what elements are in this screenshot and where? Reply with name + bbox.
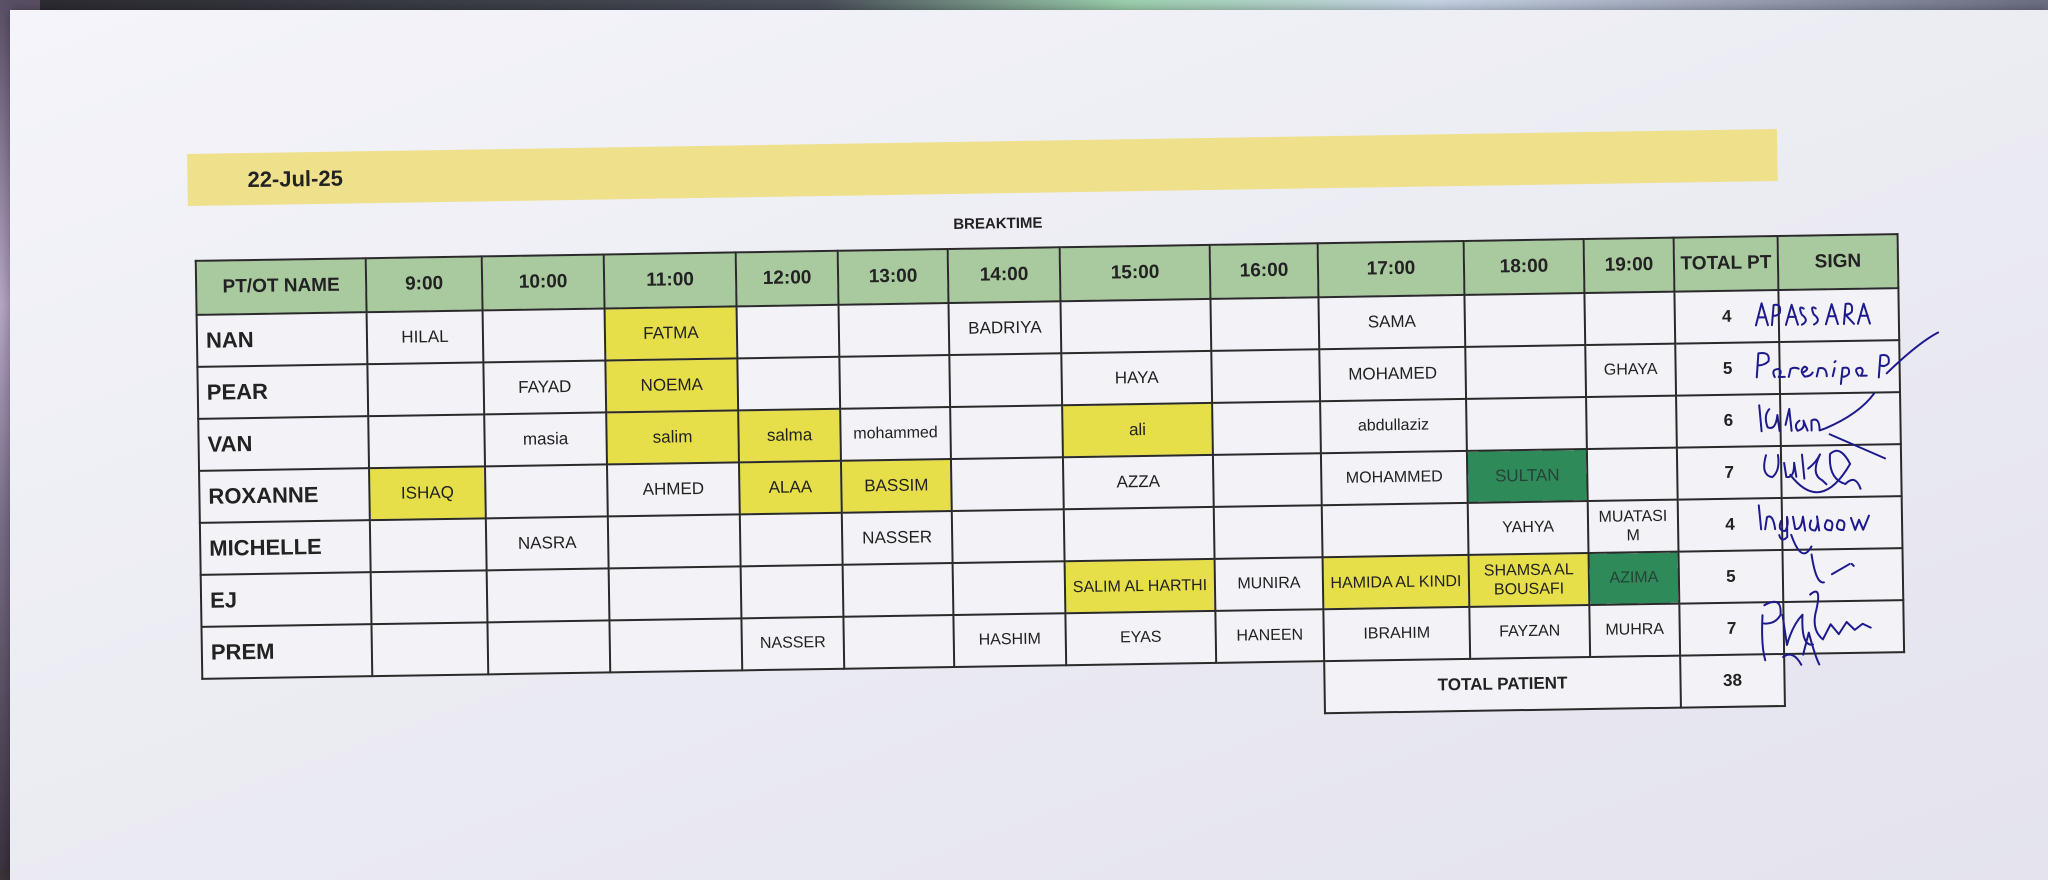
total-pt-cell: 7 — [1679, 602, 1784, 656]
total-pt-cell: 5 — [1675, 342, 1780, 396]
header-18: 18:00 — [1464, 239, 1585, 295]
slot-cell: HANEEN — [1215, 609, 1324, 663]
slot-cell: EYAS — [1065, 611, 1216, 665]
slot-cell: SAMA — [1318, 295, 1465, 349]
header-14: 14:00 — [948, 247, 1061, 303]
slot-cell — [1465, 345, 1586, 399]
slot-cell: YAHYA — [1468, 501, 1589, 555]
signature-idulan — [1759, 393, 1885, 460]
slot-cell: MOHAMED — [1319, 347, 1466, 401]
slot-cell — [608, 514, 741, 568]
slot-cell: SALIM AL HARTHI — [1065, 559, 1216, 613]
therapist-name: VAN — [198, 416, 369, 471]
slot-cell: HAMIDA AL KINDI — [1323, 555, 1470, 609]
slot-cell: NASSER — [741, 617, 844, 671]
slot-cell: ALAA — [739, 461, 842, 515]
slot-cell — [740, 513, 843, 567]
handwritten-signatures — [1747, 282, 1953, 675]
therapist-name: PEAR — [197, 364, 368, 419]
schedule-sheet — [187, 121, 2016, 740]
header-15: 15:00 — [1060, 245, 1211, 301]
therapist-name: EJ — [201, 572, 372, 627]
slot-cell — [737, 305, 840, 359]
slot-cell — [371, 570, 488, 624]
slot-cell: ali — [1062, 403, 1213, 457]
breaktime-heading: BREAKTIME — [953, 214, 1043, 233]
slot-cell: BADRIYA — [948, 301, 1061, 355]
date-bar — [187, 129, 1778, 206]
therapist-name: NAN — [197, 312, 368, 367]
slot-cell — [950, 405, 1063, 459]
signature-parenipa — [1756, 333, 1939, 386]
header-9: 9:00 — [366, 256, 483, 312]
slot-cell: GHAYA — [1585, 344, 1676, 397]
total-pt-cell: 7 — [1677, 446, 1782, 500]
slot-cell — [371, 622, 488, 676]
signature-inguagoow — [1759, 504, 1870, 554]
slot-cell — [839, 355, 950, 409]
slot-cell: SHAMSA AL BOUSAFI — [1469, 553, 1590, 607]
total-pt-cell: 4 — [1674, 290, 1779, 344]
slot-cell: NOEMA — [605, 358, 738, 412]
slot-cell — [839, 303, 950, 357]
slot-cell: abdullaziz — [1320, 399, 1467, 453]
header-13: 13:00 — [838, 249, 949, 305]
slot-cell — [483, 308, 606, 362]
therapist-name: PREM — [201, 624, 372, 679]
slot-cell — [952, 509, 1065, 563]
slot-cell: AZZA — [1063, 455, 1214, 509]
total-patient-label: TOTAL PATIENT — [1324, 656, 1681, 714]
signature-julie — [1764, 450, 1861, 493]
slot-cell — [487, 568, 610, 622]
therapist-name: ROXANNE — [199, 468, 370, 523]
slot-cell — [953, 561, 1066, 615]
slot-cell: MUNIRA — [1215, 557, 1324, 611]
slot-cell: ISHAQ — [369, 466, 486, 520]
header-total: TOTAL PT — [1674, 236, 1779, 292]
header-12: 12:00 — [736, 251, 839, 307]
header-name: PT/OT NAME — [196, 258, 367, 315]
slot-cell: NASSER — [842, 511, 953, 565]
slot-cell — [1464, 293, 1585, 347]
slot-cell — [1214, 505, 1323, 559]
slot-cell: HILAL — [367, 310, 484, 364]
slot-cell — [843, 615, 954, 669]
paper-sheet — [10, 10, 2048, 880]
header-sign: SIGN — [1778, 234, 1899, 290]
slot-cell — [1212, 401, 1321, 455]
slot-cell: MOHAMMED — [1321, 451, 1468, 505]
slot-cell — [1322, 503, 1469, 557]
slot-cell — [843, 563, 954, 617]
slot-cell — [367, 362, 484, 416]
slot-cell: salim — [606, 410, 739, 464]
slot-cell — [737, 357, 840, 411]
slot-cell: AHMED — [607, 462, 740, 516]
slot-cell — [951, 457, 1064, 511]
slot-cell: MUHRA — [1589, 604, 1680, 657]
slot-cell: BASSIM — [841, 459, 952, 513]
slot-cell — [370, 518, 487, 572]
signature-ej — [1812, 554, 1854, 583]
schedule-table — [195, 233, 1906, 732]
slot-cell: SULTAN — [1467, 449, 1588, 503]
slot-cell: FAYZAN — [1469, 605, 1590, 659]
signature-apassara — [1756, 302, 1870, 326]
slot-cell: mohammed — [840, 407, 951, 461]
slot-cell: FATMA — [605, 306, 738, 360]
slot-cell: FAYAD — [483, 360, 606, 414]
slot-cell — [1584, 292, 1675, 345]
slot-cell — [1466, 397, 1587, 451]
header-10: 10:00 — [482, 254, 605, 310]
slot-cell — [1586, 396, 1677, 449]
slot-cell: AZIMA — [1589, 552, 1680, 605]
slot-cell — [487, 620, 610, 674]
slot-cell — [949, 353, 1062, 407]
slot-cell — [1210, 297, 1319, 351]
slot-cell — [741, 565, 844, 619]
slot-cell: HASHIM — [953, 613, 1066, 667]
slot-cell — [1211, 349, 1320, 403]
slot-cell: IBRAHIM — [1323, 607, 1470, 661]
slot-cell — [609, 618, 742, 672]
slot-cell: salma — [738, 409, 841, 463]
slot-cell — [1064, 507, 1215, 561]
date-label: 22-Jul-25 — [247, 165, 344, 193]
slot-cell: masia — [484, 412, 607, 466]
signature-prem — [1761, 591, 1871, 666]
header-19: 19:00 — [1584, 238, 1675, 293]
slot-cell — [609, 566, 742, 620]
total-pt-cell: 4 — [1678, 498, 1783, 552]
slot-cell — [368, 414, 485, 468]
slot-cell — [485, 464, 608, 518]
slot-cell: MUATASI M — [1588, 500, 1679, 553]
therapist-name: MICHELLE — [200, 520, 371, 575]
header-16: 16:00 — [1210, 243, 1319, 299]
total-patient-value: 38 — [1680, 654, 1785, 708]
slot-cell — [1587, 448, 1678, 501]
slot-cell — [1060, 299, 1211, 353]
header-11: 11:00 — [604, 252, 737, 308]
header-17: 17:00 — [1318, 241, 1465, 297]
total-pt-cell: 6 — [1676, 394, 1781, 448]
slot-cell — [1213, 453, 1322, 507]
slot-cell: HAYA — [1061, 351, 1212, 405]
total-pt-cell: 5 — [1678, 550, 1783, 604]
slot-cell: NASRA — [486, 516, 609, 570]
